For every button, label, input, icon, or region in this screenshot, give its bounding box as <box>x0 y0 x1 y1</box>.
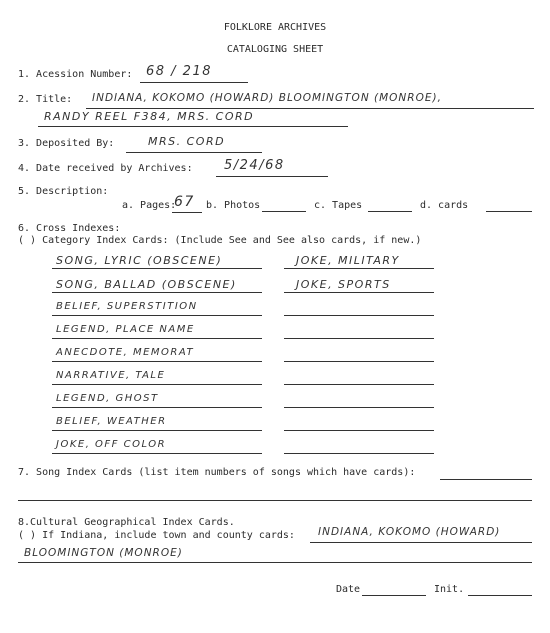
category-right-line <box>284 384 434 385</box>
date-label: Date <box>336 584 361 595</box>
category-right-line <box>284 430 434 431</box>
category-left-entry: NARRATIVE, TALE <box>56 370 166 381</box>
category-right-line <box>284 315 434 316</box>
accession-line <box>140 82 248 83</box>
category-left-entry: LEGEND, GHOST <box>56 393 159 404</box>
song-index-label: 7. Song Index Cards (list item numbers of songs which have cards): <box>18 467 416 478</box>
category-left-entry: BELIEF, WEATHER <box>56 416 167 427</box>
pages-label: a. Pages: <box>122 200 177 211</box>
sheet-heading: CATALOGING SHEET <box>226 44 324 55</box>
title-value-line-1: INDIANA, KOKOMO (HOWARD) BLOOMINGTON (MONROE), <box>92 92 442 104</box>
cross-indexes-label: 6. Cross Indexes: <box>18 223 121 234</box>
description-label: 5. Description: <box>18 186 109 197</box>
pages-line <box>172 212 202 213</box>
title-line-2 <box>38 126 348 127</box>
category-left-line <box>52 384 262 385</box>
category-right-line <box>284 361 434 362</box>
category-left-line <box>52 361 262 362</box>
category-left-line <box>52 430 262 431</box>
category-left-line <box>52 338 262 339</box>
pages-value: 67 <box>174 194 195 210</box>
photos-label: b. Photos <box>206 200 261 211</box>
category-left-line <box>52 315 262 316</box>
indiana-cards-line-1 <box>310 542 532 543</box>
indiana-cards-label: ( ) If Indiana, include town and county cards: <box>18 530 295 541</box>
category-index-label: ( ) Category Index Cards: (Include See and See also cards, if new.) <box>18 235 422 246</box>
cards-label: d. cards <box>420 200 469 211</box>
tapes-label: c. Tapes <box>314 200 363 211</box>
indiana-cards-value-1: INDIANA, KOKOMO (HOWARD) <box>318 526 501 538</box>
title-label: 2. Title: <box>18 94 73 105</box>
category-left-line <box>52 453 262 454</box>
category-right-line <box>284 292 434 293</box>
photos-line <box>262 211 306 212</box>
cultural-index-label: 8.Cultural Geographical Index Cards. <box>18 517 235 528</box>
category-right-entry: JOKE, MILITARY <box>296 254 400 267</box>
song-index-line-2 <box>18 500 532 501</box>
title-value-line-2: RANDY REEL F384, MRS. CORD <box>44 110 255 123</box>
category-right-line <box>284 407 434 408</box>
category-right-line <box>284 268 434 269</box>
accession-label: 1. Acession Number: <box>18 69 133 80</box>
indiana-cards-line-2 <box>18 562 532 563</box>
category-right-line <box>284 453 434 454</box>
category-left-entry: BELIEF, SUPERSTITION <box>56 301 198 312</box>
song-index-line-1 <box>440 479 532 480</box>
category-right-entry: JOKE, SPORTS <box>296 278 391 291</box>
date-received-label: 4. Date received by Archives: <box>18 163 193 174</box>
accession-value: 68 / 218 <box>146 64 212 79</box>
category-left-entry: JOKE, OFF COLOR <box>56 439 167 450</box>
category-left-line <box>52 407 262 408</box>
archive-heading: FOLKLORE ARCHIVES <box>223 22 327 33</box>
cards-line <box>486 211 532 212</box>
category-left-entry: SONG, LYRIC (OBSCENE) <box>56 254 223 267</box>
date-received-line <box>216 176 328 177</box>
tapes-line <box>368 211 412 212</box>
category-left-entry: SONG, BALLAD (OBSCENE) <box>56 278 237 291</box>
category-left-line <box>52 268 262 269</box>
init-line <box>468 595 532 596</box>
indiana-cards-value-2: BLOOMINGTON (MONROE) <box>24 547 183 559</box>
deposited-label: 3. Deposited By: <box>18 138 115 149</box>
deposited-value: MRS. CORD <box>148 135 226 148</box>
deposited-line <box>126 152 262 153</box>
category-left-line <box>52 292 262 293</box>
title-line-1 <box>86 108 534 109</box>
date-received-value: 5/24/68 <box>224 158 285 173</box>
date-line <box>362 595 426 596</box>
init-label: Init. <box>434 584 465 595</box>
category-right-line <box>284 338 434 339</box>
category-left-entry: ANECDOTE, MEMORAT <box>56 347 195 358</box>
category-left-entry: LEGEND, PLACE NAME <box>56 324 195 335</box>
